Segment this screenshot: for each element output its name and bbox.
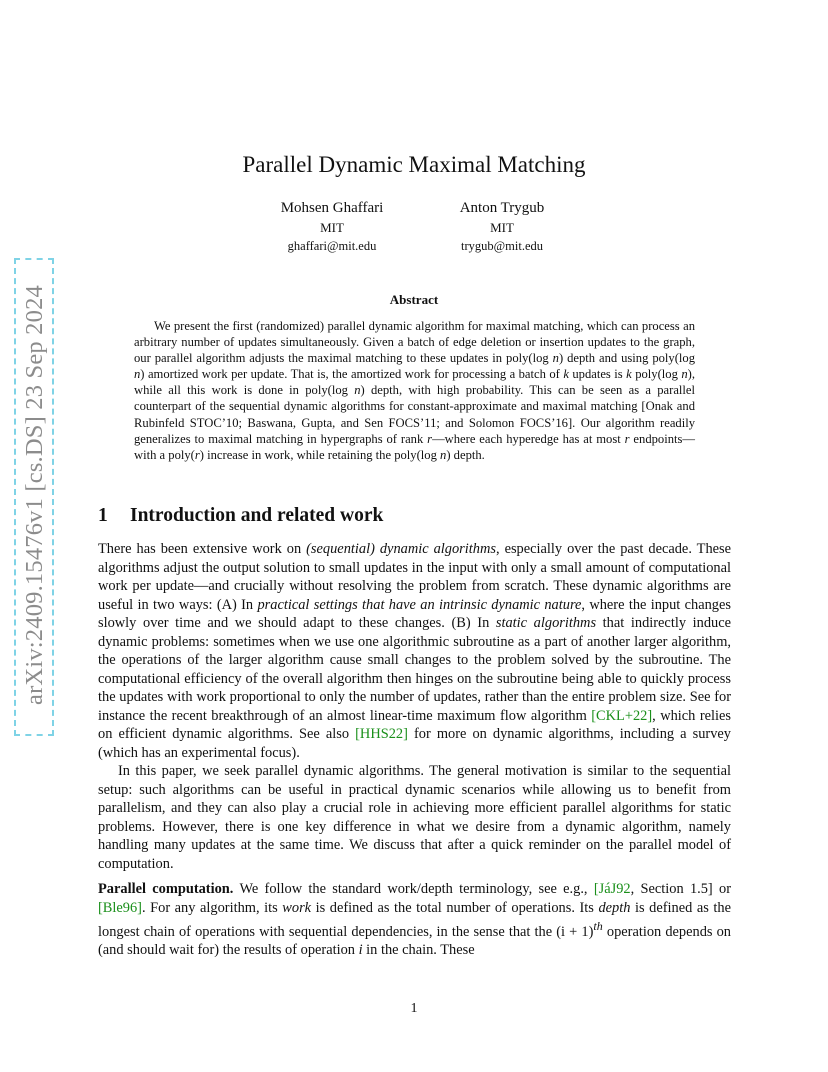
paper-title: Parallel Dynamic Maximal Matching — [242, 152, 586, 177]
paragraph: Parallel computation. We follow the standard work/depth terminology, see e.g., [JáJ92, Section 1.5] or [Ble96]. For any algorithm, its work is defined as the total number of operations. Its depth is defined as the longest chain of operations with sequential dependencies, in the sense that the $(i + 1)^{th}$ operation depends on (and should wait for) the results of operation i in the chain. These — [98, 881, 732, 959]
author-name: Anton Trygub — [459, 200, 545, 216]
paragraph: In this paper, we seek parallel dynamic algorithms. The general motivation is similar to the sequential setup: such algorithms can be useful in practical dynamic scenarios while allowing us to benefit from parallelism, and they can also play a crucial role in achieving more efficient parallel algorithms for static problems. However, there is one key difference in what we desire from a dynamic algorithm, namely handling many updates at the same time. We discuss that after a quick reminder on the parallel model of computation. — [98, 763, 731, 872]
author-name: Mohsen Ghaffari — [280, 200, 384, 216]
author-affiliation: MIT — [490, 220, 514, 235]
author-affiliation: MIT — [320, 220, 344, 235]
author-block — [262, 198, 402, 256]
section-number: 1 — [98, 505, 108, 526]
paragraph: There has been extensive work on (sequential) dynamic algorithms, especially over the past decade. These algorithms adjust the output solution to small updates in the input with only a small amount of computational work per update—and crucially without resolving the problem from scratch. These dynamic algorithms are useful in two ways: (A) In practical settings that have an intrinsic dynamic nature, where the input changes slowly over time and we should adapt to these changes. (B) In static algorithms that indirectly induce dynamic problems: sometimes when we use one algorithmic subroutine as a part of another larger algorithm, the operations of the larger algorithm cause small changes to the problem solved by the subroutine. The computational efficiency of the overall algorithm then hinges on the subroutine being able to quickly process the updates with work proportional to only the number of updates, rather than the entire problem size. See for instance the recent breakthrough of an almost linear-time maximum flow algorithm [CKL+22], which relies on efficient dynamic algorithms. See also [HHS22] for more on dynamic algorithms, including a survey (which has an experimental focus). — [98, 541, 732, 761]
citation-link[interactable]: [HHS22] — [355, 726, 408, 742]
author-email[interactable]: trygub@mit.edu — [461, 239, 543, 253]
citation-link[interactable]: [JáJ92 — [593, 881, 631, 897]
body-text — [98, 540, 731, 960]
author-email[interactable]: ghaffari@mit.edu — [287, 239, 377, 253]
arxiv-identifier[interactable]: arXiv:2409.15476v1 [cs.DS] 23 Sep 2024 — [21, 285, 48, 705]
section-heading — [98, 503, 383, 529]
author-block — [432, 198, 572, 256]
paragraph-heading: Parallel computation. — [98, 881, 234, 897]
page-number: 1 — [410, 1001, 418, 1016]
citation-link[interactable]: [CKL+22] — [591, 707, 653, 724]
abstract-text: We present the first (randomized) parallel dynamic algorithm for maximal matching, which can process an arbitrary number of updates simultaneously. Given a batch of edge deletion or insertion updates to the graph, our parallel algorithm adjusts the maximal matching to these updates in poly(log n) depth and using poly(log n) amortized work per update. That is, the amortized work for processing a batch of k updates is k poly(log n), while all this work is done in poly(log n) depth, with high probability. This can be seen as a parallel counterpart of the sequential dynamic algorithms for constant-approximate and maximal matching [Onak and Rubinfeld STOC’10; Baswana, Gupta, and Sen FOCS’11; and Solomon FOCS’16]. Our algorithm readily generalizes to maximal matching in hypergraphs of rank r—where each hyperedge has at most r endpoints—with a poly(r) increase in work, while retaining the poly(log n) depth. — [134, 319, 696, 462]
abstract-heading: Abstract — [389, 292, 439, 307]
citation-link[interactable]: [Ble96] — [98, 899, 142, 916]
section-title: Introduction and related work — [130, 505, 384, 526]
